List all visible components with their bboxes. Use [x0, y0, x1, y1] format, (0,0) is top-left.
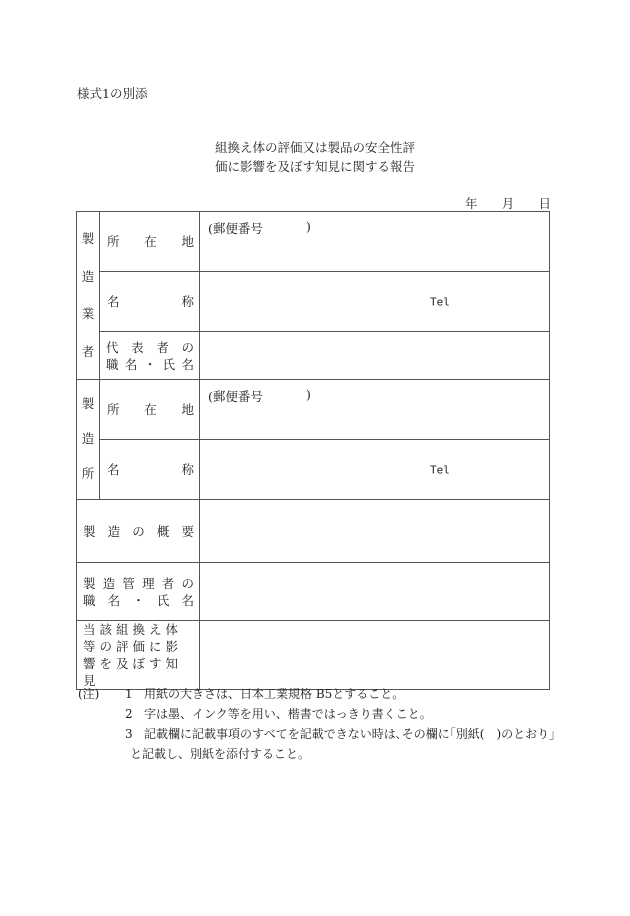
findings-label: 当該組換え体等の評価に影響を及ぼす知見 [83, 622, 183, 688]
plant-name-field[interactable] [200, 440, 550, 500]
postal-code-close: ) [306, 387, 311, 402]
note-text: 記載欄に記載事項のすべてを記載できない時は､その欄に｢別紙( )のとおり｣ [144, 727, 556, 741]
manufacturer-address-label: 所在地 [107, 234, 194, 249]
notes-head: (注) [78, 687, 100, 701]
label-char: 所 [81, 466, 95, 482]
form-id: 様式1の別添 [77, 86, 148, 101]
date-field [465, 194, 551, 212]
plant-address-row [77, 380, 550, 440]
label-char: 者 [81, 343, 95, 359]
overview-field[interactable] [200, 500, 550, 563]
manufacturer-name-row [77, 272, 550, 332]
postal-code-label: (郵便番号 [208, 389, 263, 404]
date-day: 日 [538, 196, 551, 211]
label-char: 製 [81, 396, 95, 412]
plant-name-row [77, 440, 550, 500]
notes [78, 684, 555, 764]
note-number: 3 [125, 727, 133, 741]
overview-row [77, 500, 550, 563]
representative-row [77, 332, 550, 380]
manufacturer-group-label [77, 212, 100, 380]
note-continuation: と記載し、別紙を添付すること。 [130, 747, 311, 761]
manufacturer-name-field[interactable] [200, 272, 550, 332]
postal-code-close: ) [306, 219, 311, 234]
plant-address-field[interactable] [200, 380, 550, 440]
note-text: 字は墨、インク等を用い、楷書ではっきり書くこと。 [144, 707, 432, 721]
manager-label-2: 職名・氏名 [83, 592, 194, 608]
manager-field[interactable] [200, 563, 550, 621]
manager-row [77, 563, 550, 621]
document-title [0, 138, 630, 176]
representative-label-2: 職名・氏名 [106, 356, 194, 372]
manufacturer-address-row [77, 212, 550, 272]
tel-label: Tel [430, 463, 450, 476]
tel-label: Tel [430, 295, 450, 308]
plant-group-label [77, 380, 100, 500]
date-month: 月 [501, 196, 515, 211]
label-char: 製 [81, 231, 95, 246]
postal-code-label: (郵便番号 [208, 221, 263, 236]
manager-label-1: 製造管理者の [83, 575, 194, 591]
title-line-1: 組換え体の評価又は製品の安全性評 [214, 140, 415, 155]
representative-label-1: 代表者の [106, 339, 194, 355]
findings-field[interactable] [200, 621, 550, 690]
note-text: 用紙の大きさは、日本工業規格 B5とすること。 [144, 687, 405, 701]
note-number: 1 [125, 687, 133, 701]
manufacturer-address-field[interactable] [200, 212, 550, 272]
label-char: 業 [81, 306, 95, 321]
representative-field[interactable] [200, 332, 550, 380]
title-line-2: 価に影響を及ぼす知見に関する報告 [214, 159, 415, 174]
plant-address-label: 所在地 [107, 402, 194, 417]
label-char: 造 [81, 431, 95, 447]
plant-name-label: 名称 [107, 462, 194, 477]
report-form-table [76, 211, 550, 690]
overview-label: 製造の概要 [83, 523, 194, 539]
label-char: 造 [81, 268, 95, 284]
manufacturer-name-label: 名称 [107, 294, 194, 309]
date-year: 年 [465, 196, 478, 211]
findings-row [77, 621, 550, 690]
note-number: 2 [125, 707, 133, 721]
